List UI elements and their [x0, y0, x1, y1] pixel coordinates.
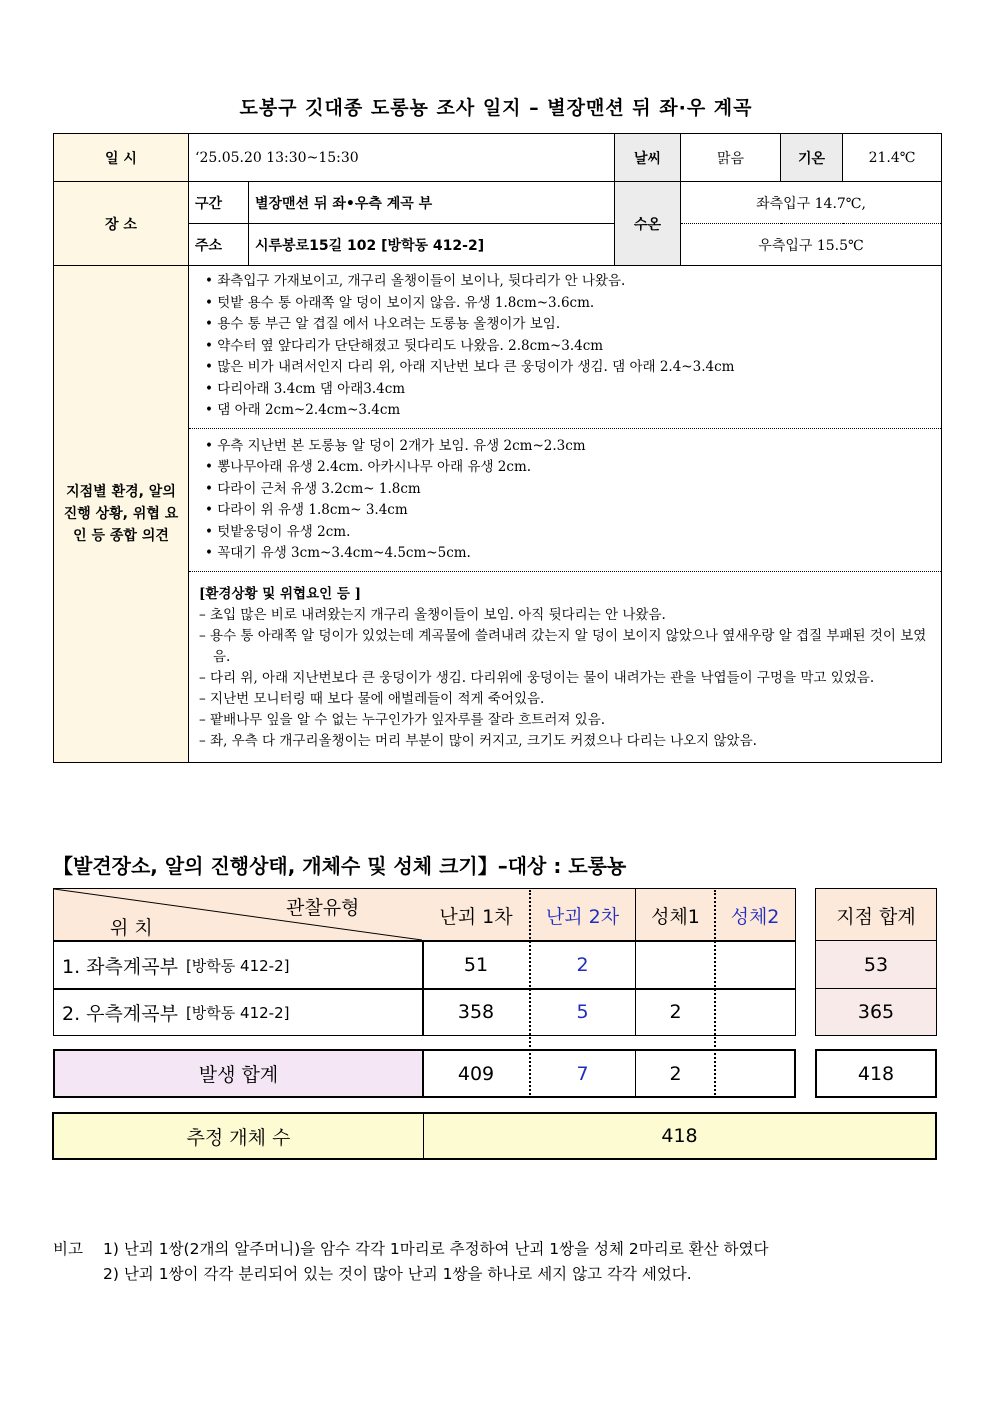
weather-value: 맑음	[681, 134, 781, 182]
right-valley-observations	[203, 436, 935, 565]
note-2: 2) 난괴 1쌍이 각각 분리되어 있는 것이 많아 난괴 1쌍을 하나로 세지 않고 각각 세었다.	[103, 1265, 692, 1283]
section-value: 별장맨션 뒤 좌•우측 계곡 부	[249, 182, 615, 224]
temperature-label: 기온	[781, 134, 843, 182]
row1-c1: 51	[463, 954, 489, 976]
right-observation-item: • 꼭대기 유생 3cm~3.4cm~4.5cm~5cm.	[217, 543, 935, 565]
row1-location	[53, 940, 424, 990]
environment-item: – 용수 통 아래쪽 알 덩이가 있었는데 계곡물에 쓸려내려 갔는지 알 덩이 보이지 않았으나 옆새우랑 알 겹질 부패된 것이 보였음.	[199, 627, 927, 665]
estimate-value: 418	[423, 1112, 937, 1160]
environment-item: – 좌, 우측 다 개구리올챙이는 머리 부분이 많이 커지고, 크기도 커졌으나 다리는 나오지 않았음.	[199, 732, 757, 749]
sum-label: 발생 합계	[53, 1049, 424, 1098]
environment-item: – 다리 위, 아래 지난번보다 큰 웅덩이가 생김. 다리위에 웅덩이는 물이 내려가는 관을 낙엽들이 구멍을 막고 있었음.	[199, 669, 875, 686]
date-value: ‘25.05.20 13:30~15:30	[189, 134, 615, 182]
left-observation-item: • 많은 비가 내려서인지 다리 위, 아래 지난번 보다 큰 웅덩이가 생김. 댐 아래 2.4~3.4cm	[217, 357, 935, 379]
corner-bottom-label: 위 치	[110, 917, 153, 939]
environment-item: – 초입 많은 비로 내려왔는지 개구리 올챙이들이 보임. 아직 뒷다리는 안 나왔음.	[199, 606, 666, 623]
row2-address: [방학동 412-2]	[185, 1003, 290, 1022]
corner-top-label: 관찰유형	[286, 897, 360, 919]
dotted-divider-2	[714, 890, 716, 1098]
row2-total: 365	[815, 988, 937, 1036]
dotted-divider-1	[529, 890, 531, 1098]
sum-c2: 7	[576, 1062, 589, 1085]
env-title: [환경상황 및 위협요인 등 ]	[199, 585, 361, 602]
right-observation-item: • 뽕나무아래 유생 2.4cm. 아카시나무 아래 유생 2cm.	[217, 457, 935, 479]
left-observation-item: • 텃밭 용수 통 아래쪽 알 덩이 보이지 않음. 유생 1.8cm~3.6cm.	[217, 293, 935, 315]
note-1: 1) 난괴 1쌍(2개의 알주머니)을 암수 각각 1마리로 추정하여 난괴 1쌍을 성체 2마리로 환산 하였다	[103, 1240, 769, 1258]
row2-name: 2. 우측계곡부	[62, 1002, 178, 1025]
page-title: 도봉구 깃대종 도롱뇽 조사 일지 – 별장맨션 뒤 좌·우 계곡	[239, 97, 753, 119]
row2-c3: 2	[635, 988, 715, 1036]
left-observation-item: • 약수터 옆 앞다리가 단단해졌고 뒷다리도 나왔음. 2.8cm~3.4cm	[217, 336, 935, 358]
survey-log-table	[53, 133, 942, 763]
environment-item: – 지난번 모니터링 때 보다 물에 애벌레들이 적게 죽어있음.	[199, 690, 545, 707]
note-label: 비고	[53, 1240, 83, 1258]
water-temp-right: 우측입구 15.5℃	[681, 224, 942, 266]
row2-c2: 5	[576, 1001, 589, 1023]
sum-c1: 409	[457, 1062, 495, 1085]
opinion-content	[189, 266, 942, 763]
sum-c3: 2	[635, 1049, 715, 1098]
estimate-label: 추정 개체 수	[52, 1112, 425, 1160]
total-col-header: 지점 합계	[815, 888, 937, 942]
right-observation-item: • 다라이 위 유생 1.8cm~ 3.4cm	[217, 500, 935, 522]
water-temp-label: 수온	[615, 182, 681, 266]
row1-c3	[635, 940, 715, 990]
count-heading: 【발견장소, 알의 진행상태, 개체수 및 성체 크기】–대상 : 도롱뇽	[53, 854, 627, 878]
opinion-label	[54, 266, 189, 763]
row2-location	[53, 988, 424, 1036]
environment-item: – 팥배나무 잎을 알 수 없는 누구인가가 잎자루를 잘라 흐트러져 있음.	[199, 711, 606, 728]
address-value: 시루봉로15길 102 [방학동 412-2]	[249, 224, 615, 266]
left-observation-item: • 댐 아래 2cm~2.4cm~3.4cm	[217, 400, 935, 422]
sum-c4	[715, 1049, 795, 1098]
left-valley-observations	[203, 271, 935, 422]
date-label: 일 시	[54, 134, 189, 182]
opinion-label-text: 지점별 환경, 알의 진행 상황, 위협 요인 등 종합 의견	[63, 483, 179, 544]
right-observation-item: • 다라이 근처 유생 3.2cm~ 1.8cm	[217, 479, 935, 501]
left-observation-item: • 용수 통 부근 알 겹질 에서 나오려는 도롱뇽 올챙이가 보임.	[217, 314, 935, 336]
section-label: 구간	[189, 182, 249, 224]
row1-c4	[715, 940, 795, 990]
left-observation-item: • 다리아래 3.4cm 댐 아래3.4cm	[217, 379, 935, 401]
col-header-2: 난괴 2차	[545, 905, 620, 928]
col-header-3: 성체1	[635, 888, 715, 942]
address-label: 주소	[189, 224, 249, 266]
row1-address: [방학동 412-2]	[185, 956, 290, 975]
right-observation-item: • 우측 지난번 본 도롱뇽 알 덩이 2개가 보임. 유생 2cm~2.3cm	[217, 436, 935, 458]
left-observation-item: • 좌측입구 가재보이고, 개구리 올챙이들이 보이나, 뒷다리가 안 나왔음.	[217, 271, 935, 293]
sum-total: 418	[815, 1049, 937, 1098]
right-observation-item: • 텃밭웅덩이 유생 2cm.	[217, 522, 935, 544]
col-header-1: 난괴 1차	[439, 905, 513, 928]
row1-total: 53	[815, 940, 937, 990]
row2-c4	[715, 988, 795, 1036]
corner-header	[53, 888, 424, 942]
temperature-value: 21.4℃	[843, 134, 942, 182]
col-header-4: 성체2	[730, 905, 780, 928]
place-label: 장 소	[54, 182, 189, 266]
weather-label: 날씨	[615, 134, 681, 182]
water-temp-left: 좌측입구 14.7℃,	[681, 182, 942, 224]
row1-name: 1. 좌측계곡부	[62, 955, 178, 978]
row2-c1: 358	[457, 1001, 495, 1023]
environment-threats-list	[199, 605, 933, 752]
row1-c2: 2	[576, 954, 589, 976]
